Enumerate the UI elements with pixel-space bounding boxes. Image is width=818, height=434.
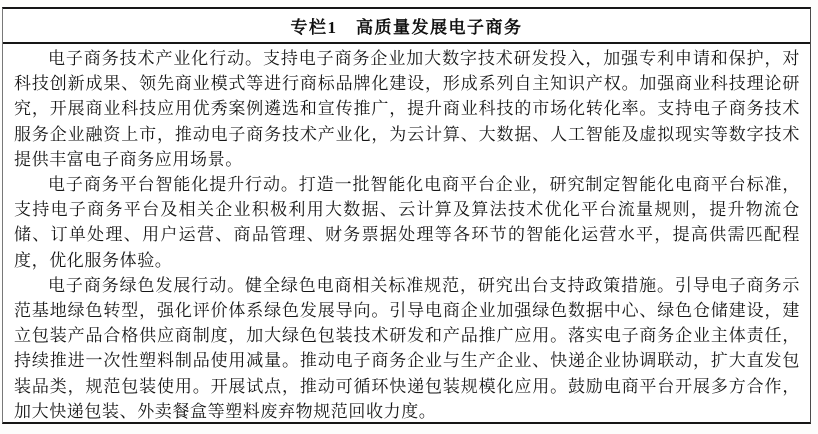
paragraph-green-development: 电子商务绿色发展行动。健全绿色电商相关标准规范，研究出台支持政策措施。引导电子商务示范基地绿色转型，强化评价体系绿色发展导向。引导电商企业加强绿色数据中心、绿色仓储建设，建立包装产品合格供应商制度，加大绿色包装技术研发和产品推广应用。落实电子商务企业主体责任，持续推进一次性塑料制品使用减量。推动电子商务企业与生产企业、快递企业协调联动，扩大直发包装品类，规范包装使用。开展试点，推动可循环快递包装规模化应用。鼓励电商平台开展多方合作，加大快递包装、外卖餐盒等塑料废弃物规范回收力度。 bbox=[14, 275, 800, 421]
column-box-title: 专栏1 高质量发展电子商务 bbox=[290, 18, 523, 37]
paragraph-platform-intelligence: 电子商务平台智能化提升行动。打造一批智能化电商平台企业，研究制定智能化电商平台标准，支持电子商务平台及相关企业积极利用大数据、云计算及算法技术优化平台流量规则，提升物流仓储、订单处理、用户运营、商品管理、财务票据处理等各环节的智能化运营水平，提高供需匹配程度，优化服务体验。 bbox=[14, 175, 800, 270]
column-box-body bbox=[3, 44, 810, 424]
column-box bbox=[2, 7, 811, 424]
column-box-header bbox=[3, 9, 810, 44]
paragraph-technology-industrialization: 电子商务技术产业化行动。支持电子商务企业加大数字技术研发投入，加强专利申请和保护，对科技创新成果、领先商业模式等进行商标品牌化建设，形成系列自主知识产权。加强商业科技理论研究，开展商业科技应用优秀案例遴选和宣传推广，提升商业科技的市场化转化率。支持电子商务技术服务企业融资上市，推动电子商务技术产业化，为云计算、大数据、人工智能及虚拟现实等数字技术提供丰富电子商务应用场景。 bbox=[14, 49, 800, 169]
